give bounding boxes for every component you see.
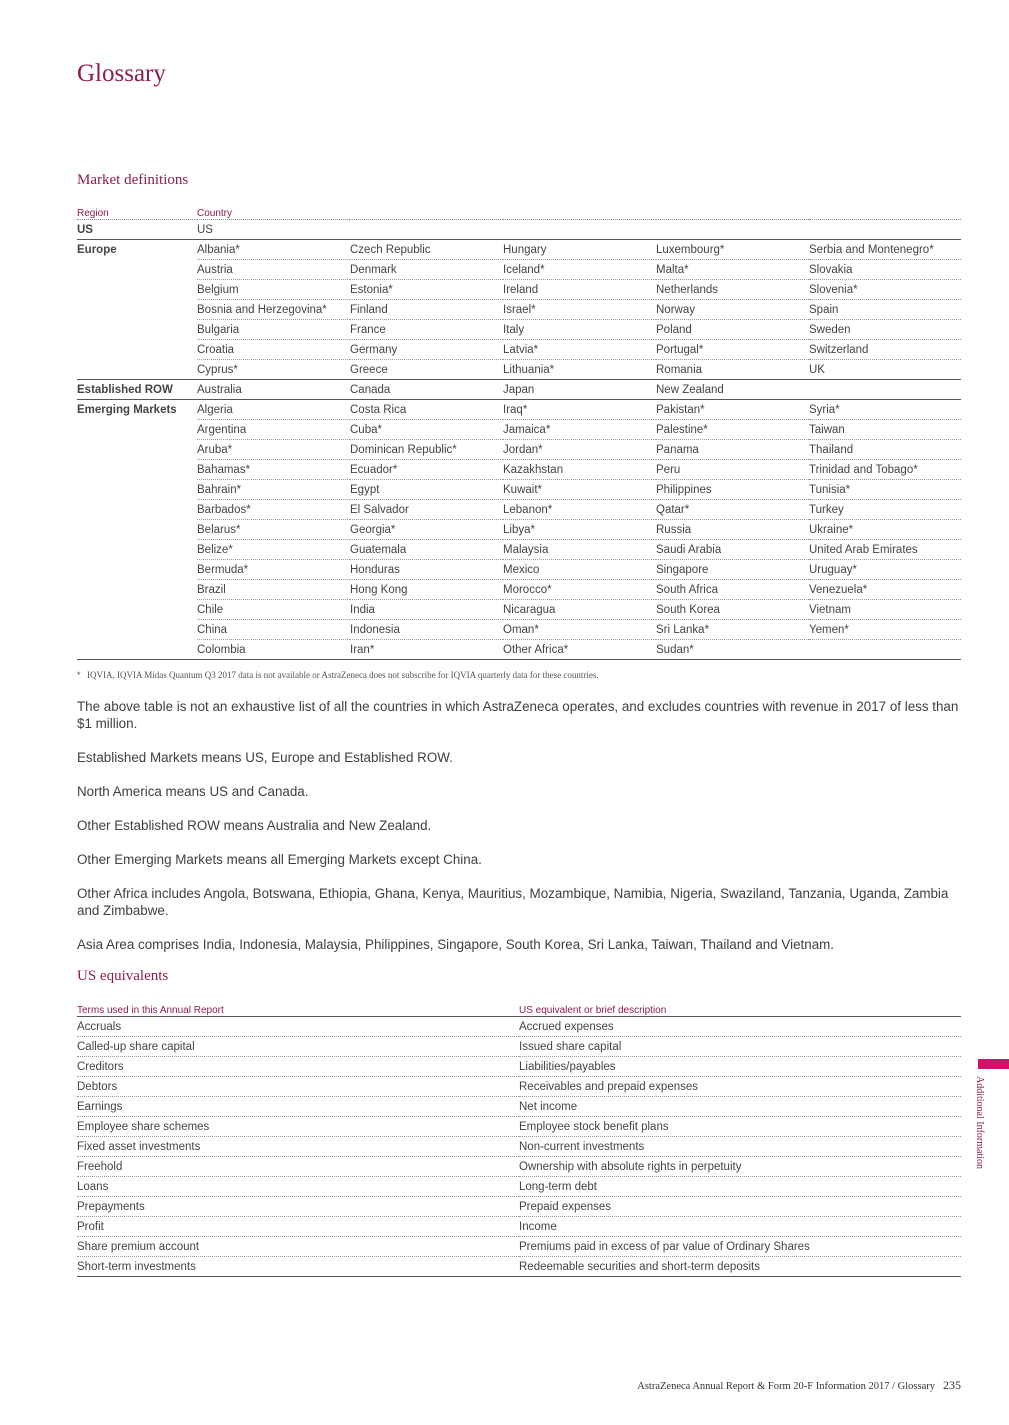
country-cell: Vietnam (809, 600, 961, 620)
country-cell: Egypt (350, 480, 503, 500)
us-equivalent-row (77, 1257, 961, 1277)
country-cell: El Salvador (350, 500, 503, 520)
region-cell (77, 580, 197, 600)
country-cell: Mexico (503, 560, 656, 580)
term-cell: Earnings (77, 1097, 519, 1117)
country-cell: Canada (350, 380, 503, 400)
term-cell: Prepayments (77, 1197, 519, 1217)
country-cell: Japan (503, 380, 656, 400)
us-header-row (77, 1002, 961, 1017)
us-equivalent-row (77, 1077, 961, 1097)
country-cell (503, 220, 656, 240)
country-cell: Syria* (809, 400, 961, 420)
us-equivalent-row (77, 1117, 961, 1137)
definition-paragraph: Established Markets means US, Europe and Established ROW. (77, 750, 453, 765)
country-cell: Hong Kong (350, 580, 503, 600)
region-cell: Europe (77, 243, 117, 256)
term-cell: Freehold (77, 1157, 519, 1177)
us-equivalent-cell: Receivables and prepaid expenses (519, 1077, 961, 1097)
country-cell (809, 640, 961, 660)
country-cell: Trinidad and Tobago* (809, 460, 961, 480)
country-cell: Uruguay* (809, 560, 961, 580)
us-equivalent-cell: Accrued expenses (519, 1017, 961, 1037)
country-cell: Iraq* (503, 400, 656, 420)
region-cell (77, 360, 197, 380)
region-cell (77, 540, 197, 560)
country-cell: Hungary (503, 240, 656, 260)
country-cell: US (197, 220, 350, 240)
market-header-row (77, 206, 961, 220)
term-cell: Called-up share capital (77, 1037, 519, 1057)
country-cell: New Zealand (656, 380, 809, 400)
country-cell: Nicaragua (503, 600, 656, 620)
country-cell: Malaysia (503, 540, 656, 560)
term-cell: Fixed asset investments (77, 1137, 519, 1157)
term-cell: Debtors (77, 1077, 519, 1097)
us-equivalent-cell: Employee stock benefit plans (519, 1117, 961, 1137)
country-cell: Albania* (197, 240, 350, 260)
country-cell: Jamaica* (503, 420, 656, 440)
us-equivalent-cell: Net income (519, 1097, 961, 1117)
country-cell: China (197, 620, 350, 640)
country-cell: Argentina (197, 420, 350, 440)
market-definitions-table (77, 206, 961, 660)
country-cell: Kazakhstan (503, 460, 656, 480)
region-cell (77, 260, 197, 280)
country-cell (656, 220, 809, 240)
country-cell: Oman* (503, 620, 656, 640)
page-number: 235 (943, 1378, 961, 1392)
country-cell: Latvia* (503, 340, 656, 360)
country-cell: Sweden (809, 320, 961, 340)
region-cell (77, 600, 197, 620)
us-equivalent-row (77, 1017, 961, 1037)
market-row (77, 300, 961, 320)
country-cell: Algeria (197, 400, 350, 420)
definition-paragraph: Asia Area comprises India, Indonesia, Malaysia, Philippines, Singapore, South Korea, Sri Lanka, Taiwan, Thailand and Vietnam. (77, 937, 835, 952)
country-cell: Belize* (197, 540, 350, 560)
us-equivalent-row (77, 1217, 961, 1237)
country-cell: Croatia (197, 340, 350, 360)
country-cell: Colombia (197, 640, 350, 660)
country-cell: Taiwan (809, 420, 961, 440)
country-cell: Lebanon* (503, 500, 656, 520)
us-equivalent-row (77, 1237, 961, 1257)
country-cell: Sri Lanka* (656, 620, 809, 640)
country-cell: Switzerland (809, 340, 961, 360)
country-cell: Tunisia* (809, 480, 961, 500)
page-footer (637, 1378, 961, 1393)
country-cell: Bahrain* (197, 480, 350, 500)
definition-paragraph: Other Emerging Markets means all Emerging Markets except China. (77, 852, 482, 867)
country-cell: Belarus* (197, 520, 350, 540)
us-equivalent-cell: Liabilities/payables (519, 1057, 961, 1077)
country-cell: Netherlands (656, 280, 809, 300)
region-cell (77, 520, 197, 540)
country-cell: Australia (197, 380, 350, 400)
market-row (77, 400, 961, 420)
definition-paragraphs (77, 698, 961, 970)
country-cell: Peru (656, 460, 809, 480)
country-cell: Russia (656, 520, 809, 540)
region-cell (77, 340, 197, 360)
us-equivalent-cell: Prepaid expenses (519, 1197, 961, 1217)
market-row (77, 560, 961, 580)
country-cell: Greece (350, 360, 503, 380)
us-equivalent-cell: Ownership with absolute rights in perpetuity (519, 1157, 961, 1177)
country-cell: Israel* (503, 300, 656, 320)
us-equivalent-row (77, 1177, 961, 1197)
country-cell: Norway (656, 300, 809, 320)
page-title: Glossary (77, 60, 166, 87)
country-cell: Ireland (503, 280, 656, 300)
country-cell: Saudi Arabia (656, 540, 809, 560)
region-cell (77, 420, 197, 440)
country-cell: Bermuda* (197, 560, 350, 580)
market-row (77, 280, 961, 300)
market-row (77, 240, 961, 260)
term-cell: Loans (77, 1177, 519, 1197)
country-cell (809, 380, 961, 400)
us-equivalent-row (77, 1157, 961, 1177)
term-cell: Creditors (77, 1057, 519, 1077)
country-cell: Pakistan* (656, 400, 809, 420)
country-cell: Libya* (503, 520, 656, 540)
country-cell: Slovenia* (809, 280, 961, 300)
region-cell (77, 500, 197, 520)
us-equivalent-cell: Premiums paid in excess of par value of Ordinary Shares (519, 1237, 961, 1257)
country-cell: Germany (350, 340, 503, 360)
terms-column-header: Terms used in this Annual Report (77, 1002, 519, 1017)
country-cell: Finland (350, 300, 503, 320)
country-cell: Slovakia (809, 260, 961, 280)
country-cell: France (350, 320, 503, 340)
section-tab-marker (978, 1059, 1009, 1069)
country-cell: India (350, 600, 503, 620)
market-row (77, 420, 961, 440)
country-cell: Malta* (656, 260, 809, 280)
country-cell: Belgium (197, 280, 350, 300)
country-cell: Lithuania* (503, 360, 656, 380)
country-cell: Cuba* (350, 420, 503, 440)
us-equivalent-cell: Income (519, 1217, 961, 1237)
country-cell: Georgia* (350, 520, 503, 540)
country-cell: Brazil (197, 580, 350, 600)
definition-paragraph: Other Established ROW means Australia and New Zealand. (77, 818, 432, 833)
footnote-mark: * (77, 670, 81, 680)
country-cell: South Korea (656, 600, 809, 620)
country-cell: Panama (656, 440, 809, 460)
country-cell: Denmark (350, 260, 503, 280)
country-cell (809, 220, 961, 240)
definition-paragraph: The above table is not an exhaustive list of all the countries in which AstraZeneca operates, and excludes countries with revenue in 2017 of less than $1 million. (77, 699, 959, 731)
us-equivalent-cell: Non-current investments (519, 1137, 961, 1157)
country-cell: Austria (197, 260, 350, 280)
country-cell: Other Africa* (503, 640, 656, 660)
country-cell: UK (809, 360, 961, 380)
country-cell: Luxembourg* (656, 240, 809, 260)
country-cell: Philippines (656, 480, 809, 500)
country-cell: Spain (809, 300, 961, 320)
market-row (77, 580, 961, 600)
market-row (77, 360, 961, 380)
definition-paragraph: North America means US and Canada. (77, 784, 309, 799)
country-cell: Indonesia (350, 620, 503, 640)
region-cell: Emerging Markets (77, 403, 177, 416)
country-cell: Chile (197, 600, 350, 620)
us-table-body (77, 1017, 961, 1277)
region-cell: US (77, 220, 197, 240)
us-equivalent-cell: Long-term debt (519, 1177, 961, 1197)
country-cell: Romania (656, 360, 809, 380)
definition-paragraph: Other Africa includes Angola, Botswana, Ethiopia, Ghana, Kenya, Mauritius, Mozambique, Namibia, Nigeria, Swaziland, Tanzania, Uganda, Zambia and Zimbabwe. (77, 886, 949, 918)
country-cell: Iran* (350, 640, 503, 660)
country-cell: Honduras (350, 560, 503, 580)
market-row (77, 600, 961, 620)
country-cell: Guatemala (350, 540, 503, 560)
country-cell: Barbados* (197, 500, 350, 520)
term-cell: Share premium account (77, 1237, 519, 1257)
country-cell: Costa Rica (350, 400, 503, 420)
section-side-label: Additional Information (974, 1076, 985, 1170)
country-cell: South Africa (656, 580, 809, 600)
market-definitions-heading: Market definitions (77, 172, 189, 188)
region-cell: Established ROW (77, 380, 197, 400)
market-row (77, 640, 961, 660)
us-equivalent-cell: Redeemable securities and short-term deposits (519, 1257, 961, 1277)
country-cell: Singapore (656, 560, 809, 580)
country-cell: Thailand (809, 440, 961, 460)
country-cell: Cyprus* (197, 360, 350, 380)
market-row (77, 480, 961, 500)
country-cell: Serbia and Montenegro* (809, 240, 961, 260)
country-cell: United Arab Emirates (809, 540, 961, 560)
market-row (77, 260, 961, 280)
market-row (77, 340, 961, 360)
footer-text: AstraZeneca Annual Report & Form 20-F Information 2017 / Glossary (637, 1381, 935, 1392)
us-equivalents-heading: US equivalents (77, 968, 169, 984)
country-cell: Venezuela* (809, 580, 961, 600)
market-table-body (77, 220, 961, 660)
term-cell: Employee share schemes (77, 1117, 519, 1137)
market-row (77, 520, 961, 540)
us-equivalent-row (77, 1057, 961, 1077)
country-cell: Bosnia and Herzegovina* (197, 300, 350, 320)
us-equivalent-row (77, 1097, 961, 1117)
region-cell (77, 480, 197, 500)
term-cell: Short-term investments (77, 1257, 519, 1277)
market-footnote (77, 670, 961, 680)
country-cell: Qatar* (656, 500, 809, 520)
country-cell: Bahamas* (197, 460, 350, 480)
country-cell: Italy (503, 320, 656, 340)
country-cell: Morocco* (503, 580, 656, 600)
country-cell (350, 220, 503, 240)
country-cell: Aruba* (197, 440, 350, 460)
region-cell (77, 320, 197, 340)
market-row (77, 500, 961, 520)
country-cell: Turkey (809, 500, 961, 520)
us-equivalent-row (77, 1137, 961, 1157)
market-row (77, 320, 961, 340)
footnote-text: IQVIA, IQVIA Midas Quantum Q3 2017 data is not available or AstraZeneca does not subscribe for IQVIA quarterly data for these countries. (87, 670, 599, 680)
country-cell: Sudan* (656, 640, 809, 660)
us-equivalent-row (77, 1037, 961, 1057)
country-cell: Yemen* (809, 620, 961, 640)
us-equivalent-row (77, 1197, 961, 1217)
term-cell: Profit (77, 1217, 519, 1237)
region-cell (77, 640, 197, 660)
market-row (77, 620, 961, 640)
us-equivalent-cell: Issued share capital (519, 1037, 961, 1057)
country-cell: Palestine* (656, 420, 809, 440)
country-cell: Ukraine* (809, 520, 961, 540)
country-cell: Estonia* (350, 280, 503, 300)
region-cell (77, 620, 197, 640)
market-row (77, 380, 961, 400)
country-cell: Bulgaria (197, 320, 350, 340)
region-cell (77, 460, 197, 480)
region-column-header: Region (77, 206, 197, 220)
country-cell: Poland (656, 320, 809, 340)
country-cell: Iceland* (503, 260, 656, 280)
country-cell: Ecuador* (350, 460, 503, 480)
us-equivalent-column-header: US equivalent or brief description (519, 1002, 961, 1017)
country-cell: Portugal* (656, 340, 809, 360)
country-cell: Dominican Republic* (350, 440, 503, 460)
region-cell (77, 440, 197, 460)
term-cell: Accruals (77, 1017, 519, 1037)
country-cell: Jordan* (503, 440, 656, 460)
region-cell (77, 560, 197, 580)
us-equivalents-table (77, 1002, 961, 1277)
market-row (77, 220, 961, 240)
region-cell (77, 300, 197, 320)
market-row (77, 460, 961, 480)
country-cell: Czech Republic (350, 240, 503, 260)
country-cell: Kuwait* (503, 480, 656, 500)
market-row (77, 440, 961, 460)
market-row (77, 540, 961, 560)
region-cell (77, 280, 197, 300)
country-column-header: Country (197, 206, 961, 220)
